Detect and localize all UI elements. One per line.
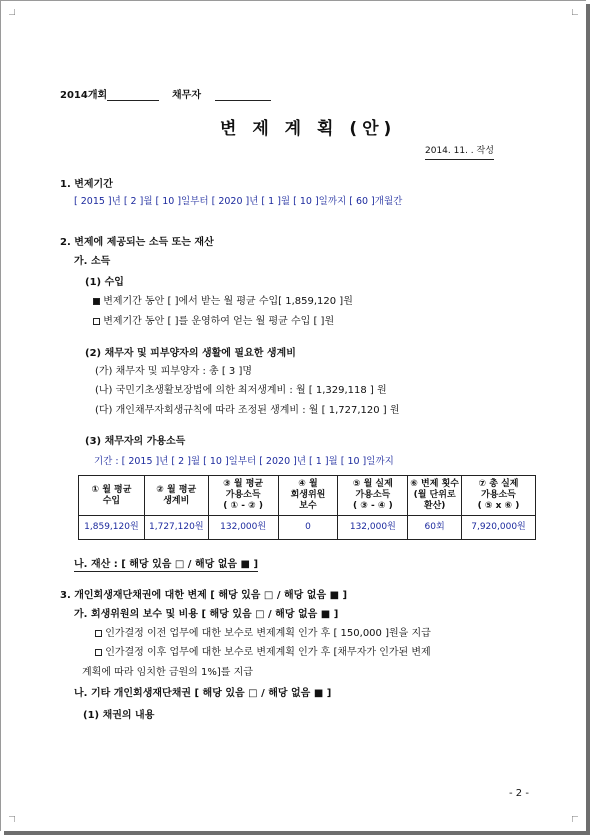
fee-after-approval-continuation: 계획에 따라 임치한 금원의 1%]를 지급 <box>82 667 253 678</box>
property-line: 나. 재산 : [ 해당 있음 □ / 해당 없음 ■ ] <box>74 559 259 570</box>
header-cell-actual-available: ⑤ 월 실제 가용소득 ( ③ - ④ ) <box>338 476 408 516</box>
section-1-heading: 1. 변제기간 <box>60 179 113 190</box>
fee-after-approval-text: 인가결정 이후 업무에 대한 보수로 변제계획 인가 후 [채무자가 인가된 변제 <box>105 647 431 658</box>
business-income-line <box>93 315 334 328</box>
fee-before-approval-text: 인가결정 이전 업무에 대한 보수로 변제계획 인가 후 [ 150,000 ]원을 지급 <box>105 628 431 639</box>
header-cell-trustee-fee: ④ 월 회생위원 보수 <box>278 476 338 516</box>
table-cell: 0 <box>278 516 338 540</box>
crop-mark-top-right <box>572 9 578 15</box>
date-line: 2014. 11. . 작성 <box>425 145 494 160</box>
claim-contents-heading: (1) 채권의 내용 <box>83 710 155 721</box>
salary-income-text: 변제기간 동안 [ ]에서 받는 월 평균 수입[ 1,859,120 ]원 <box>103 296 353 307</box>
unchecked-box-icon[interactable] <box>95 630 102 637</box>
table-cell: 132,000원 <box>338 516 408 540</box>
page-title: 변 제 계 획 (안) <box>220 119 397 139</box>
header-cell-monthly-income: ① 월 평균 수입 <box>79 476 145 516</box>
plan-number-blank <box>107 100 159 101</box>
header-cell-available-income: ③ 월 평균 가용소득 ( ① - ② ) <box>208 476 278 516</box>
header-cell-payment-count: ⑥ 변제 횟수 (월 단위로 환산) <box>408 476 462 516</box>
available-income-period: 기간 : [ 2015 ]년 [ 2 ]월 [ 10 ]일부터 [ 2020 ]년 [ 1 ]월 [ 10 ]일까지 <box>94 456 394 467</box>
revenue-heading: (1) 수입 <box>85 277 124 288</box>
repayment-period: [ 2015 ]년 [ 2 ]월 [ 10 ]일부터 [ 2020 ]년 [ 1 ]월 [ 10 ]일까지 [ 60 ]개월간 <box>74 196 403 207</box>
section-2-heading: 2. 변제에 제공되는 소득 또는 재산 <box>60 237 214 248</box>
table-cell: 132,000원 <box>208 516 278 540</box>
debtor-label: 채무자 <box>172 90 201 101</box>
crop-mark-bottom-right <box>572 816 578 822</box>
fee-before-approval-line <box>95 627 431 640</box>
available-income-table <box>78 475 536 540</box>
table-cell: 7,920,000원 <box>461 516 535 540</box>
income-subheading: 가. 소득 <box>74 256 111 267</box>
business-income-text: 변제기간 동안 [ ]를 운영하여 얻는 월 평균 수입 [ ]원 <box>103 316 335 327</box>
section-3-heading: 3. 개인회생재단채권에 대한 변제 [ 해당 있음 □ / 해당 없음 ■ ] <box>60 590 348 601</box>
unchecked-box-icon[interactable] <box>95 649 102 656</box>
minimum-cost-line: (나) 국민기초생활보장법에 의한 최저생계비 : 월 [ 1,329,118 ] 원 <box>95 385 387 396</box>
header-cell-living-cost: ② 월 평균 생계비 <box>144 476 208 516</box>
table-row <box>79 516 536 540</box>
living-cost-heading: (2) 채무자 및 피부양자의 생활에 필요한 생계비 <box>85 348 296 359</box>
trustee-fee-heading: 가. 회생위원의 보수 및 비용 [ 해당 있음 □ / 해당 없음 ■ ] <box>74 609 339 620</box>
unchecked-box-icon[interactable] <box>93 318 100 325</box>
page-number: - 2 - <box>509 788 529 799</box>
debtor-name-blank <box>215 100 271 101</box>
other-claims-heading: 나. 기타 개인회생재단채권 [ 해당 있음 □ / 해당 없음 ■ ] <box>74 688 332 699</box>
checked-box-icon[interactable] <box>93 298 100 305</box>
adjusted-cost-line: (다) 개인채무자회생규칙에 따라 조정된 생계비 : 월 [ 1,727,120 ] 원 <box>95 405 400 416</box>
salary-income-line <box>93 295 353 308</box>
table-header-row <box>79 476 536 516</box>
header-cell-total-available: ⑦ 총 실제 가용소득 ( ⑤ x ⑥ ) <box>461 476 535 516</box>
available-income-heading: (3) 채무자의 가용소득 <box>85 436 186 447</box>
table-cell: 60회 <box>408 516 462 540</box>
fee-after-approval-line <box>95 646 431 659</box>
plan-label: 2014개회 <box>60 90 108 101</box>
crop-mark-top-left <box>9 9 15 15</box>
crop-mark-bottom-left <box>9 816 15 822</box>
table-cell: 1,727,120원 <box>144 516 208 540</box>
table-cell: 1,859,120원 <box>79 516 145 540</box>
dependents-line: (가) 채무자 및 피부양자 : 총 [ 3 ]명 <box>95 366 253 377</box>
